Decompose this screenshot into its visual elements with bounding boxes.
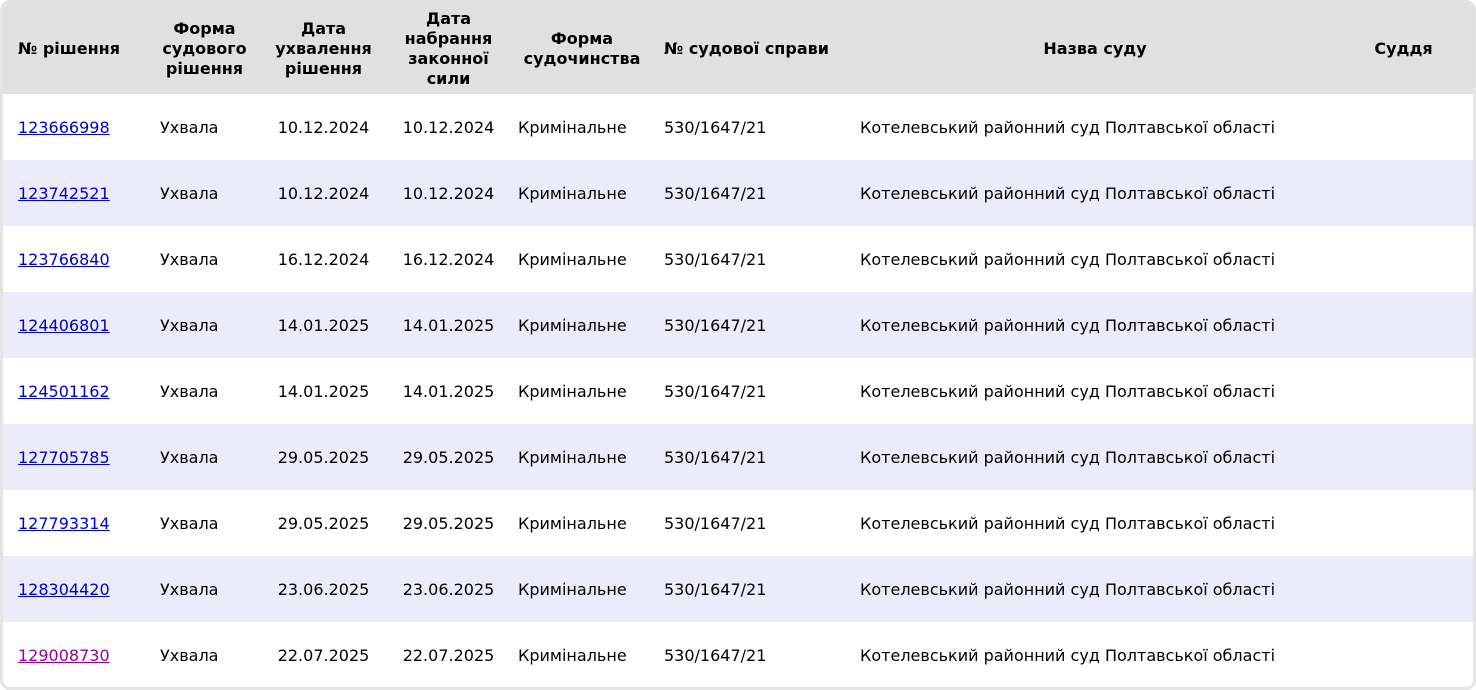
proceeding-form-cell: Кримінальне — [518, 645, 627, 665]
adoption-date-cell: 22.07.2025 — [277, 645, 370, 665]
judge-cell — [1334, 556, 1473, 622]
decision-link[interactable]: 123666998 — [18, 117, 110, 137]
decision-no-cell — [3, 292, 151, 358]
judge-cell — [1334, 622, 1473, 688]
court-name-cell: Котелевський районний суд Полтавської області — [860, 249, 1276, 269]
decision-link[interactable]: 124406801 — [18, 315, 110, 335]
decision-no-cell — [3, 424, 151, 490]
effective-date-cell: 29.05.2025 — [402, 447, 495, 467]
decision-no-cell — [3, 622, 151, 688]
header-decision-form: Форма судового рішення — [162, 18, 247, 78]
decision-form-cell: Ухвала — [160, 513, 219, 533]
table-row — [3, 226, 1473, 292]
decision-no-cell — [3, 160, 151, 226]
judge-cell — [1334, 292, 1473, 358]
decision-link[interactable]: 129008730 — [18, 645, 110, 665]
adoption-date-cell: 29.05.2025 — [277, 447, 370, 467]
proceeding-form-cell: Кримінальне — [518, 513, 627, 533]
header-proceeding-form: Форма судочинства — [523, 28, 641, 68]
judge-cell — [1334, 424, 1473, 490]
case-no-cell: 530/1647/21 — [664, 183, 767, 203]
case-no-cell: 530/1647/21 — [664, 315, 767, 335]
adoption-date-cell: 10.12.2024 — [277, 183, 370, 203]
judge-cell — [1334, 94, 1473, 160]
header-adoption-date: Дата ухвалення рішення — [275, 18, 372, 78]
decision-form-cell: Ухвала — [160, 183, 219, 203]
case-no-cell: 530/1647/21 — [664, 645, 767, 665]
court-name-cell: Котелевський районний суд Полтавської області — [860, 183, 1276, 203]
effective-date-cell: 16.12.2024 — [402, 249, 495, 269]
adoption-date-cell: 29.05.2025 — [277, 513, 370, 533]
decisions-table — [3, 3, 1473, 688]
table-row — [3, 358, 1473, 424]
decision-no-cell — [3, 490, 151, 556]
judge-cell — [1334, 358, 1473, 424]
decision-link[interactable]: 127705785 — [18, 447, 110, 467]
effective-date-cell: 22.07.2025 — [402, 645, 495, 665]
decision-no-cell — [3, 358, 151, 424]
case-no-cell: 530/1647/21 — [664, 117, 767, 137]
case-no-cell: 530/1647/21 — [664, 579, 767, 599]
decision-no-cell — [3, 226, 151, 292]
proceeding-form-cell: Кримінальне — [518, 381, 627, 401]
proceeding-form-cell: Кримінальне — [518, 447, 627, 467]
proceeding-form-cell: Кримінальне — [518, 183, 627, 203]
decision-no-cell — [3, 94, 151, 160]
effective-date-cell: 10.12.2024 — [402, 183, 495, 203]
table-row — [3, 94, 1473, 160]
adoption-date-cell: 23.06.2025 — [277, 579, 370, 599]
court-name-cell: Котелевський районний суд Полтавської області — [860, 381, 1276, 401]
proceeding-form-cell: Кримінальне — [518, 249, 627, 269]
court-name-cell: Котелевський районний суд Полтавської області — [860, 579, 1276, 599]
adoption-date-cell: 14.01.2025 — [277, 315, 370, 335]
table-row — [3, 490, 1473, 556]
case-no-cell: 530/1647/21 — [664, 447, 767, 467]
decision-form-cell: Ухвала — [160, 249, 219, 269]
decision-form-cell: Ухвала — [160, 381, 219, 401]
case-no-cell: 530/1647/21 — [664, 513, 767, 533]
adoption-date-cell: 10.12.2024 — [277, 117, 370, 137]
decision-form-cell: Ухвала — [160, 579, 219, 599]
effective-date-cell: 14.01.2025 — [402, 381, 495, 401]
proceeding-form-cell: Кримінальне — [518, 117, 627, 137]
case-no-cell: 530/1647/21 — [664, 381, 767, 401]
table-row — [3, 424, 1473, 490]
court-name-cell: Котелевський районний суд Полтавської області — [860, 447, 1276, 467]
effective-date-cell: 10.12.2024 — [402, 117, 495, 137]
decision-form-cell: Ухвала — [160, 645, 219, 665]
decision-link[interactable]: 123742521 — [18, 183, 110, 203]
table-header-row — [3, 3, 1473, 94]
header-judge: Суддя — [1374, 38, 1433, 58]
judge-cell — [1334, 160, 1473, 226]
decision-no-cell — [3, 556, 151, 622]
case-no-cell: 530/1647/21 — [664, 249, 767, 269]
proceeding-form-cell: Кримінальне — [518, 315, 627, 335]
adoption-date-cell: 16.12.2024 — [277, 249, 370, 269]
table-row — [3, 622, 1473, 688]
decision-link[interactable]: 124501162 — [18, 381, 110, 401]
proceeding-form-cell: Кримінальне — [518, 579, 627, 599]
table-row — [3, 292, 1473, 358]
court-name-cell: Котелевський районний суд Полтавської області — [860, 117, 1276, 137]
court-name-cell: Котелевський районний суд Полтавської області — [860, 315, 1276, 335]
table-row — [3, 160, 1473, 226]
header-court-name: Назва суду — [1043, 38, 1147, 58]
adoption-date-cell: 14.01.2025 — [277, 381, 370, 401]
judge-cell — [1334, 490, 1473, 556]
decision-link[interactable]: 127793314 — [18, 513, 110, 533]
court-name-cell: Котелевський районний суд Полтавської області — [860, 513, 1276, 533]
table-body — [3, 94, 1473, 688]
table-row — [3, 556, 1473, 622]
header-case-no: № судової справи — [664, 38, 829, 58]
effective-date-cell: 14.01.2025 — [402, 315, 495, 335]
decision-form-cell: Ухвала — [160, 117, 219, 137]
judge-cell — [1334, 226, 1473, 292]
court-name-cell: Котелевський районний суд Полтавської області — [860, 645, 1276, 665]
effective-date-cell: 23.06.2025 — [402, 579, 495, 599]
decision-form-cell: Ухвала — [160, 315, 219, 335]
decision-form-cell: Ухвала — [160, 447, 219, 467]
effective-date-cell: 29.05.2025 — [402, 513, 495, 533]
header-effective-date: Дата набрання законної сили — [404, 8, 493, 88]
decision-link[interactable]: 123766840 — [18, 249, 110, 269]
header-decision-no: № рішення — [18, 38, 120, 58]
decision-link[interactable]: 128304420 — [18, 579, 110, 599]
